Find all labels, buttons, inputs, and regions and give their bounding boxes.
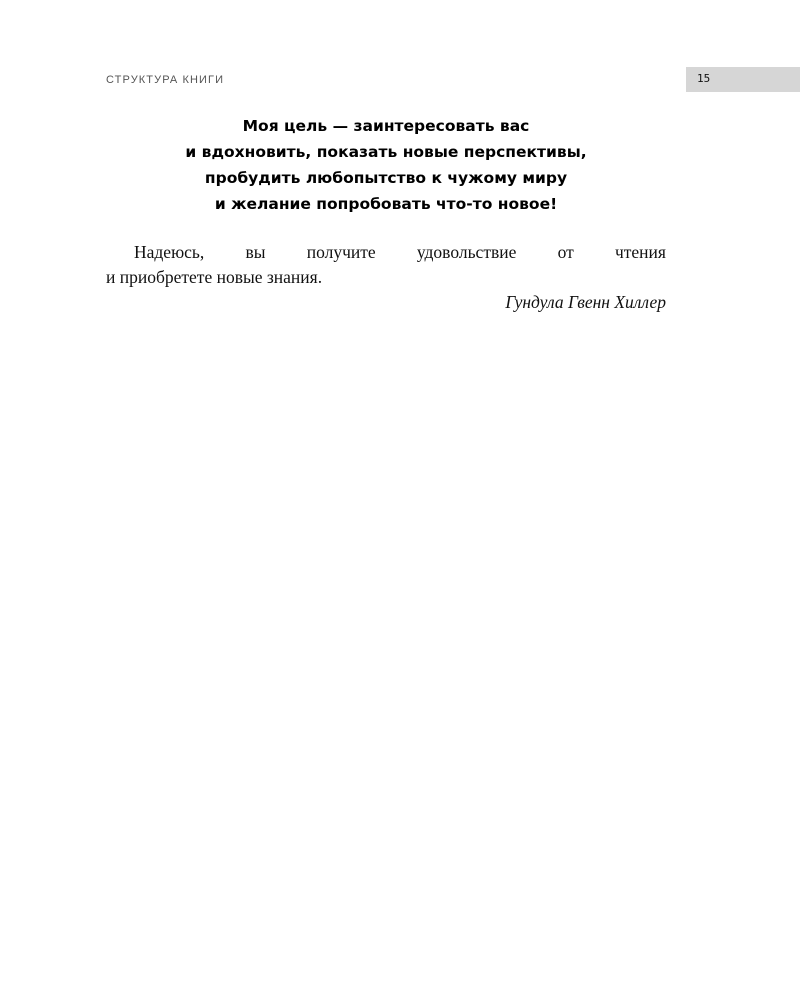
quote-line: Моя цель — заинтересовать вас (242, 117, 530, 135)
paragraph-word: Надеюсь, (134, 242, 205, 262)
quote-line: и желание попробовать что-то новое! (214, 195, 558, 213)
paragraph-first-line (106, 240, 666, 265)
closing-paragraph (106, 240, 666, 315)
paragraph-word: получите (306, 242, 376, 262)
page-number: 15 (697, 72, 711, 85)
paragraph-second-line: и приобретете новые знания. (106, 267, 323, 287)
paragraph-word: вы (245, 242, 266, 262)
running-header-title: СТРУКТУРА КНИГИ (106, 74, 225, 86)
paragraph-word: от (557, 242, 574, 262)
highlighted-quote (106, 113, 666, 217)
paragraph-word: удовольствие (416, 242, 517, 262)
page-number-tab (686, 67, 800, 92)
author-signature: Гундула Гвенн Хиллер (505, 292, 666, 312)
quote-line: пробудить любопытство к чужому миру (204, 169, 568, 187)
quote-line: и вдохновить, показать новые перспективы, (185, 143, 587, 161)
paragraph-word: чтения (614, 242, 666, 262)
